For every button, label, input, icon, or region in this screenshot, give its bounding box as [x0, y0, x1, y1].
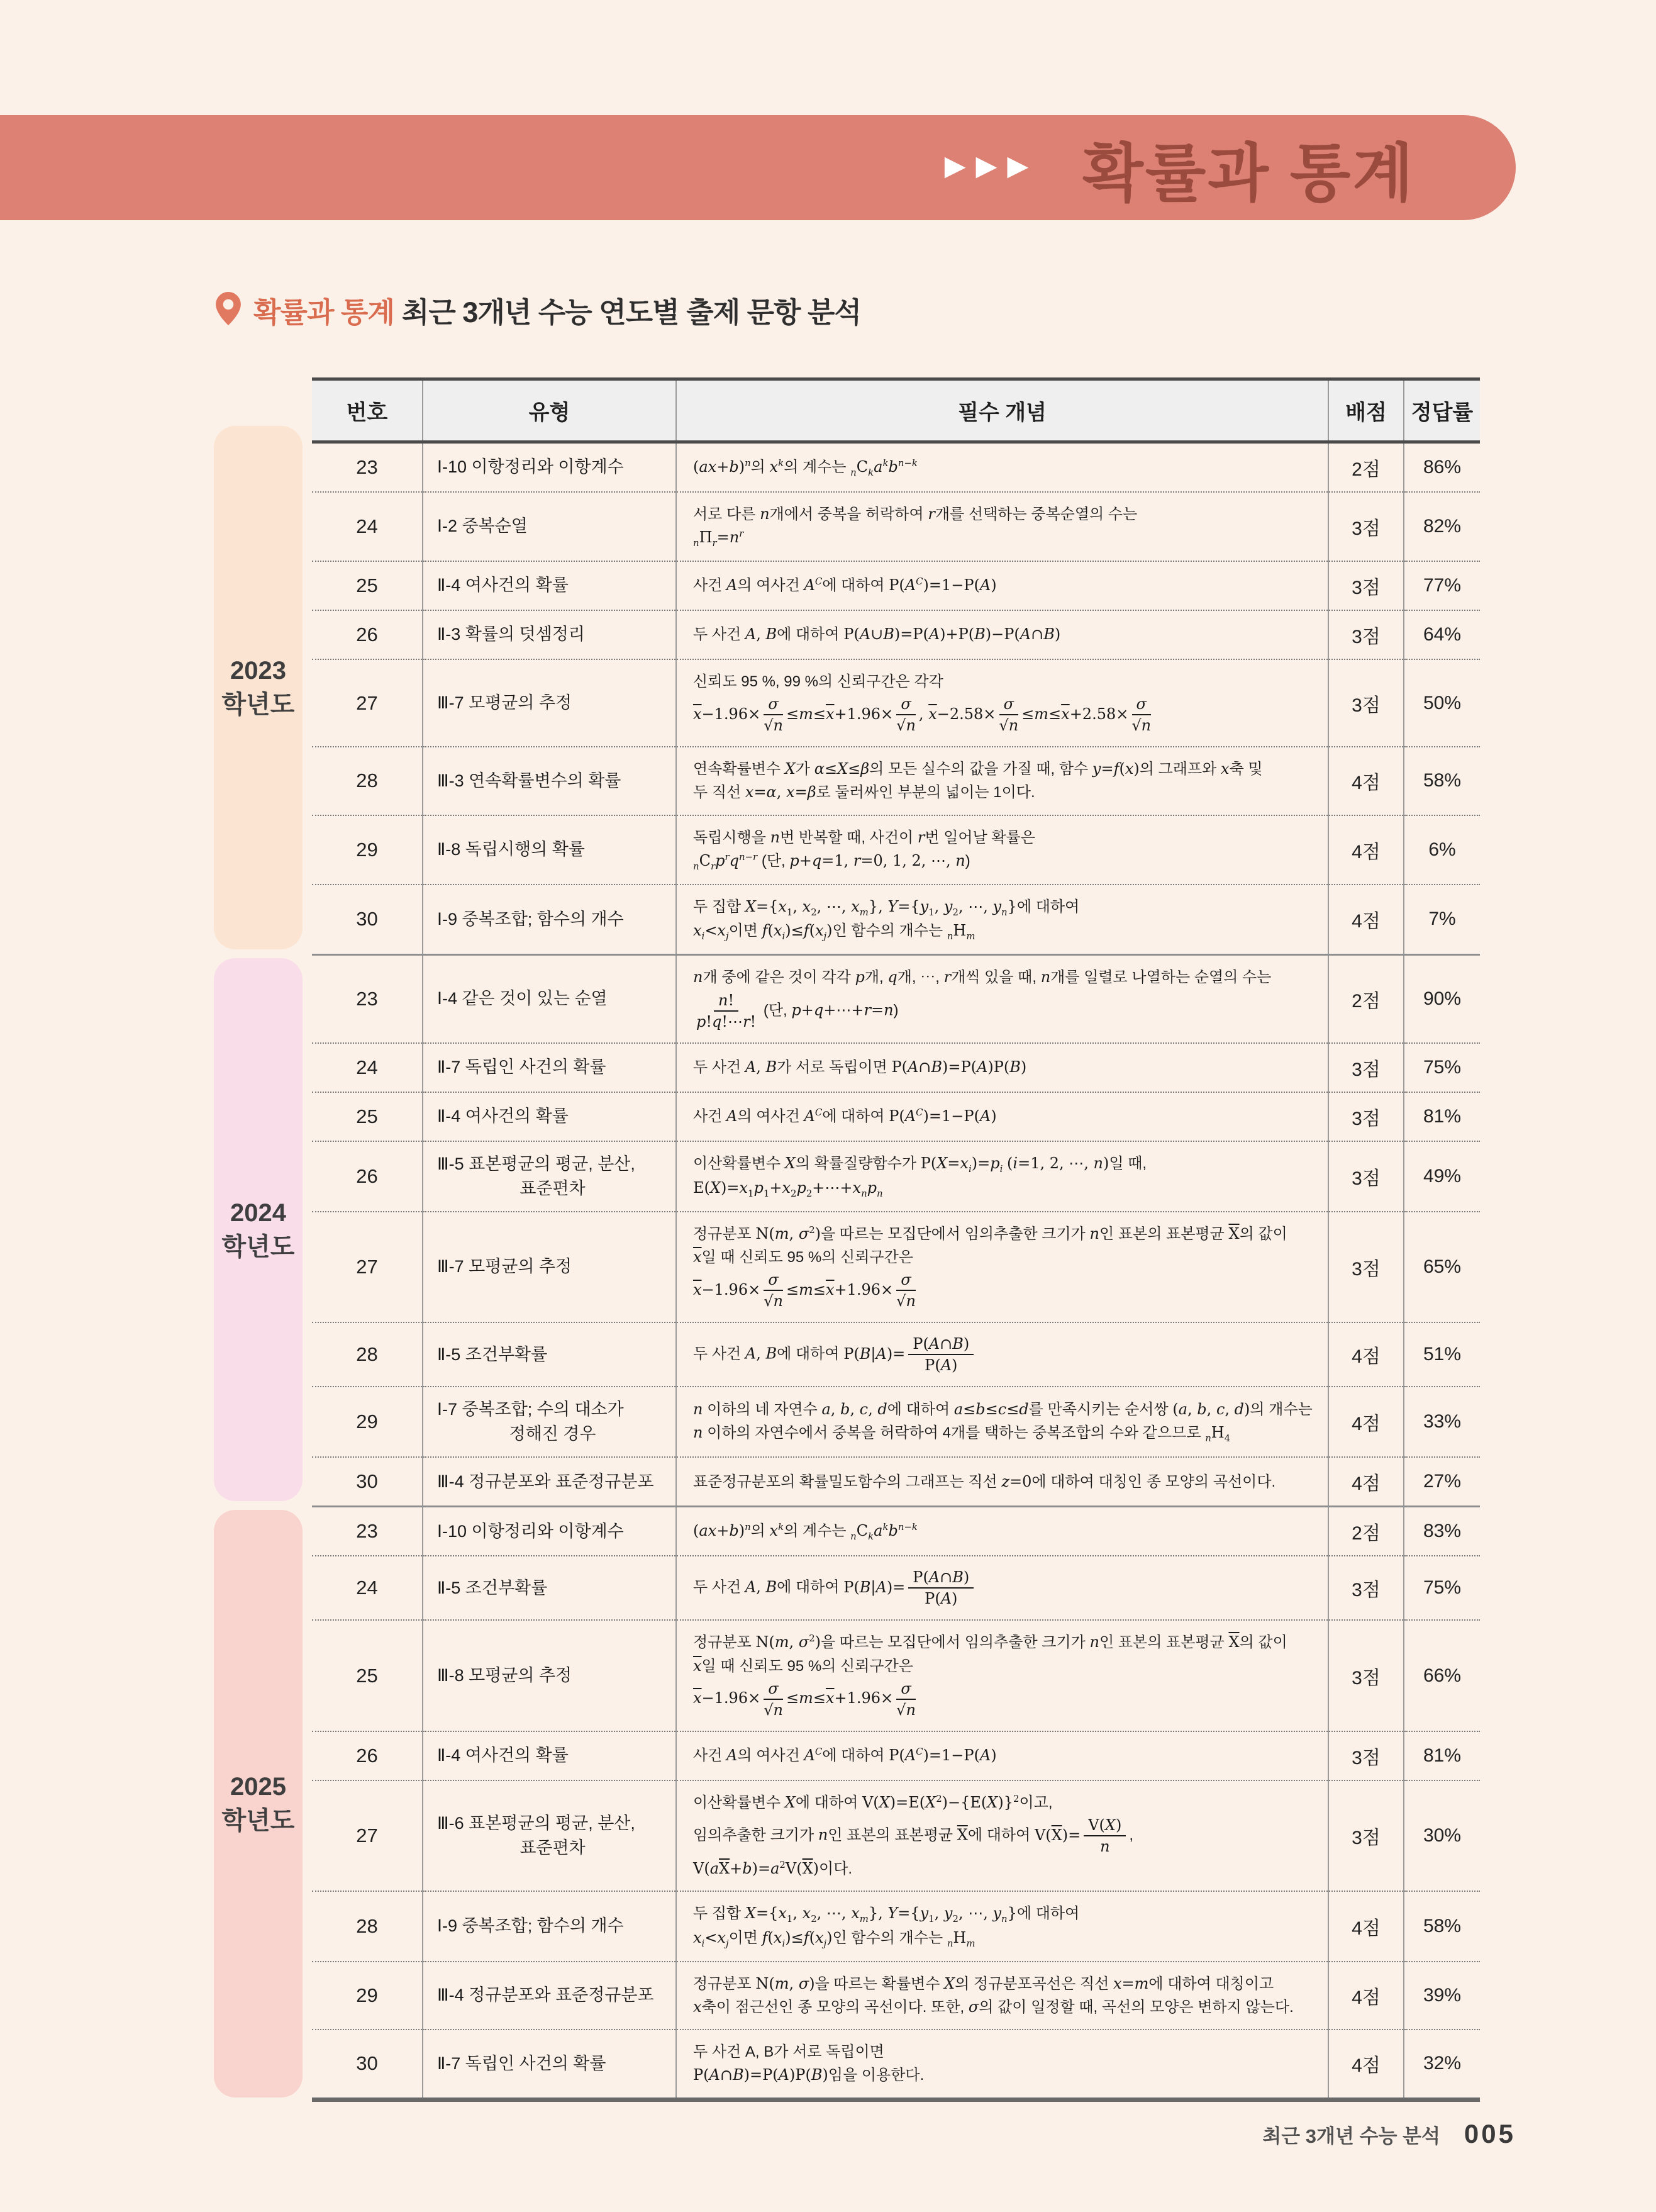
essential-concept: 정규분포 N(m, σ)을 따르는 확률변수 X의 정규분포곡선은 직선 x=m에 대하여 대칭이고 x축이 점근선인 종 모양의 곡선이다. 또한, σ의 값이 일정할 때, 곡선의 모양은 변하지 않는다. — [676, 1962, 1328, 2030]
table-row — [312, 1962, 1480, 2030]
correct-rate: 33% — [1404, 1387, 1480, 1457]
section-heading — [216, 289, 861, 330]
correct-rate: 66% — [1404, 1620, 1480, 1731]
table-row — [312, 1891, 1480, 1962]
essential-concept: 신뢰도 95 %, 99 %의 신뢰구간은 각각 $\overline{x}-1.96\times$ $\frac{\sigma}{√n}$ $\le m\le\overline{x}+1.96\times$ $\frac{\sigma}{√n}$ , $\overline{x}-2.58\times$ $\frac{\sigma}{√n}$ $\le m\le\overline{x}+2.58\times$ $\frac{\sigma}{√n}$ — [676, 659, 1328, 747]
points: 4점 — [1328, 747, 1404, 815]
question-number: 29 — [312, 1962, 423, 2030]
col-header-rate: 정답률 — [1404, 379, 1480, 442]
question-number: 26 — [312, 1731, 423, 1780]
correct-rate: 58% — [1404, 1891, 1480, 1962]
table-row — [312, 1507, 1480, 1556]
essential-concept: 두 사건 A, B에 대하여 P(B|A)= $\frac{P(A\cap B)}{P(A)}$ — [676, 1556, 1328, 1620]
question-type: Ⅰ-9 중복조합; 함수의 개수 — [423, 1891, 676, 1962]
points: 3점 — [1328, 610, 1404, 659]
essential-concept: 이산확률변수 X의 확률질량함수가 $P(X=x_i)=p_i$ (i=1, 2, ⋯, n)일 때, $E(X)=x_1p_1+x_2p_2+\cdots+x_np_n$ — [676, 1141, 1328, 1212]
question-type: Ⅱ-8 독립시행의 확률 — [423, 815, 676, 885]
table-row — [312, 561, 1480, 610]
year-label-year: 2023 — [230, 657, 286, 685]
page-number: 005 — [1464, 2119, 1516, 2148]
points: 4점 — [1328, 1962, 1404, 2030]
correct-rate: 64% — [1404, 610, 1480, 659]
points: 2점 — [1328, 955, 1404, 1043]
correct-rate: 7% — [1404, 885, 1480, 954]
correct-rate: 86% — [1404, 444, 1480, 492]
essential-concept: 표준정규분포의 확률밀도함수의 그래프는 직선 z=0에 대하여 대칭인 종 모양의 곡선이다. — [676, 1457, 1328, 1505]
table-row — [312, 1556, 1480, 1620]
table-row — [312, 1043, 1480, 1092]
points: 4점 — [1328, 1891, 1404, 1962]
question-number: 27 — [312, 1780, 423, 1891]
col-header-number: 번호 — [312, 379, 423, 442]
question-type: Ⅲ-7 모평균의 추정 — [423, 1212, 676, 1322]
question-number: 24 — [312, 1556, 423, 1620]
essential-concept: n 이하의 네 자연수 a, b, c, d에 대하여 a≤b≤c≤d를 만족시키는 순서쌍 (a, b, c, d)의 개수는 n 이하의 자연수에서 중복을 허락하여 4개를 택하는 중복조합의 수와 같으므로 $_nH_4$ — [676, 1387, 1328, 1457]
col-header-type: 유형 — [423, 379, 676, 442]
question-number: 27 — [312, 659, 423, 747]
location-pin-icon — [216, 292, 241, 328]
correct-rate: 30% — [1404, 1780, 1480, 1891]
chapter-title: 확률과 통계 — [1082, 138, 1415, 209]
table-row — [312, 1212, 1480, 1322]
question-type: Ⅲ-7 모평균의 추정 — [423, 659, 676, 747]
essential-concept: n개 중에 같은 것이 각각 p개, q개, ⋯, r개씩 있을 때, n개를 일렬로 나열하는 순열의 수는 $\frac{n!}{p!q!\cdots r!}$ (단, p+q+⋯+r=n) — [676, 955, 1328, 1043]
question-number: 28 — [312, 747, 423, 815]
points: 4점 — [1328, 815, 1404, 885]
question-type: Ⅰ-10 이항정리와 이항계수 — [423, 1507, 676, 1556]
points: 3점 — [1328, 1731, 1404, 1780]
correct-rate: 58% — [1404, 747, 1480, 815]
question-type: Ⅲ-5 표본평균의 평균, 분산, 표준편차 — [423, 1141, 676, 1212]
chapter-banner — [0, 115, 1516, 220]
correct-rate: 49% — [1404, 1141, 1480, 1212]
triple-arrow-icon: ▶▶▶ — [944, 150, 1039, 181]
section-title — [253, 289, 861, 330]
correct-rate: 77% — [1404, 561, 1480, 610]
table-row — [312, 2030, 1480, 2099]
correct-rate: 6% — [1404, 815, 1480, 885]
section-title-text: 최근 3개년 수능 연도별 출제 문항 분석 — [401, 296, 861, 328]
correct-rate: 81% — [1404, 1731, 1480, 1780]
section-title-accent: 확률과 통계 — [253, 296, 394, 328]
question-type: Ⅱ-4 여사건의 확률 — [423, 561, 676, 610]
question-number: 24 — [312, 492, 423, 561]
question-number: 28 — [312, 1322, 423, 1387]
correct-rate: 39% — [1404, 1962, 1480, 2030]
table-row — [312, 1457, 1480, 1505]
question-number: 26 — [312, 1141, 423, 1212]
essential-concept: 두 사건 A, B가 서로 독립이면 P(A∩B)=P(A)P(B) — [676, 1043, 1328, 1092]
table-row — [312, 492, 1480, 561]
table-header — [312, 377, 1480, 444]
correct-rate: 27% — [1404, 1457, 1480, 1505]
points: 3점 — [1328, 1141, 1404, 1212]
question-type: Ⅱ-5 조건부확률 — [423, 1322, 676, 1387]
table-row — [312, 1322, 1480, 1387]
points: 3점 — [1328, 1212, 1404, 1322]
correct-rate: 65% — [1404, 1212, 1480, 1322]
essential-concept: 사건 A의 여사건 $A^C$에 대하여 $P(A^C)=1-P(A)$ — [676, 1092, 1328, 1141]
table-row — [312, 747, 1480, 815]
question-number: 25 — [312, 1092, 423, 1141]
essential-concept: $(ax+b)^n$의 $x^k$의 계수는 $_nC_ka^kb^{n-k}$ — [676, 444, 1328, 492]
analysis-table — [214, 377, 1480, 2102]
question-number: 26 — [312, 610, 423, 659]
essential-concept: 두 사건 A, B에 대하여 P(B|A)= $\frac{P(A\cap B)}{P(A)}$ — [676, 1322, 1328, 1387]
points: 3점 — [1328, 1556, 1404, 1620]
points: 3점 — [1328, 1092, 1404, 1141]
question-type: Ⅰ-2 중복순열 — [423, 492, 676, 561]
essential-concept: 이산확률변수 X에 대하여 $V(X)=E(X^2)-\{E(X)\}^2$이고, 임의추출한 크기가 n인 표본의 표본평균 $\overline{X}$에 대하여 $V(\overline{X})=$ $\frac{V(X)}{n}$ , $V(a\overline{X}+b)=a^2V(\overline{X})$이다. — [676, 1780, 1328, 1891]
essential-concept: 두 집합 $X=\{x_1$, $x_2$, ⋯, $x_m$}, $Y=\{y_1$, $y_2$, ⋯, $y_n$}에 대하여 $x_i<x_j$이면 $f(x_i)\le f(x_j)$인 함수의 개수는 $_nH_m$ — [676, 1891, 1328, 1962]
points: 2점 — [1328, 1507, 1404, 1556]
table-row — [312, 885, 1480, 954]
correct-rate: 32% — [1404, 2030, 1480, 2099]
footer-label: 최근 3개년 수능 분석 — [1262, 2125, 1440, 2147]
table-row — [312, 815, 1480, 885]
year-label — [214, 426, 303, 949]
question-number: 24 — [312, 1043, 423, 1092]
essential-concept: 두 사건 A, B가 서로 독립이면 P(A∩B)=P(A)P(B)임을 이용한다. — [676, 2030, 1328, 2099]
table-row — [312, 1620, 1480, 1731]
question-type: Ⅰ-9 중복조합; 함수의 개수 — [423, 885, 676, 954]
question-type: Ⅱ-4 여사건의 확률 — [423, 1092, 676, 1141]
question-number: 23 — [356, 456, 378, 478]
table-row — [312, 1141, 1480, 1212]
question-type: Ⅲ-4 정규분포와 표준정규분포 — [423, 1962, 676, 2030]
points: 4점 — [1328, 1457, 1404, 1505]
year-label-suffix: 학년도 — [221, 691, 295, 719]
essential-concept: 정규분포 N(m, $\sigma^2$)을 따르는 모집단에서 임의추출한 크기가 n인 표본의 표본평균 $\overline{X}$의 값이 $\overline{x}$일 때 신뢰도 95 %의 신뢰구간은 $\overline{x}-1.96\times$ $\frac{\sigma}{√n}$ $\le m\le\overline{x}+1.96\times$ $\frac{\sigma}{√n}$ — [676, 1620, 1328, 1731]
question-number: 28 — [312, 1891, 423, 1962]
question-type: Ⅱ-4 여사건의 확률 — [423, 1731, 676, 1780]
question-type: Ⅱ-7 독립인 사건의 확률 — [423, 1043, 676, 1092]
year-label-year: 2025 — [230, 1773, 286, 1801]
correct-rate: 75% — [1404, 1043, 1480, 1092]
correct-rate: 83% — [1404, 1507, 1480, 1556]
table-row — [312, 659, 1480, 747]
question-type: Ⅱ-5 조건부확률 — [423, 1556, 676, 1620]
question-number: 23 — [356, 987, 378, 1010]
question-type: Ⅲ-4 정규분포와 표준정규분포 — [423, 1457, 676, 1505]
essential-concept: 사건 A의 여사건 $A^C$에 대하여 $P(A^C)=1-P(A)$ — [676, 561, 1328, 610]
table-row — [312, 1092, 1480, 1141]
question-number: 30 — [312, 1457, 423, 1505]
points: 3점 — [1328, 492, 1404, 561]
correct-rate: 90% — [1404, 955, 1480, 1043]
question-number: 25 — [312, 1620, 423, 1731]
question-type: Ⅰ-4 같은 것이 있는 순열 — [423, 955, 676, 1043]
essential-concept: 서로 다른 n개에서 중복을 허락하여 r개를 선택하는 중복순열의 수는 $_n\Pi_r=n^r$ — [676, 492, 1328, 561]
question-number: 30 — [312, 2030, 423, 2099]
year-label-suffix: 학년도 — [221, 1232, 295, 1261]
essential-concept: 두 사건 A, B에 대하여 P(A∪B)=P(A)+P(B)−P(A∩B) — [676, 610, 1328, 659]
question-type: Ⅲ-3 연속확률변수의 확률 — [423, 747, 676, 815]
year-label — [214, 958, 303, 1501]
question-number: 29 — [312, 815, 423, 885]
points: 3점 — [1328, 1620, 1404, 1731]
correct-rate: 82% — [1404, 492, 1480, 561]
essential-concept: 사건 A의 여사건 $A^C$에 대하여 $P(A^C)=1-P(A)$ — [676, 1731, 1328, 1780]
question-number: 23 — [356, 1520, 378, 1543]
question-type: Ⅱ-7 독립인 사건의 확률 — [423, 2030, 676, 2099]
essential-concept: $(ax+b)^n$의 $x^k$의 계수는 $_nC_ka^kb^{n-k}$ — [676, 1507, 1328, 1556]
table-row — [312, 1387, 1480, 1457]
table-row — [312, 610, 1480, 659]
question-type: Ⅲ-6 표본평균의 평균, 분산, 표준편차 — [423, 1780, 676, 1891]
table-row — [312, 444, 1480, 492]
points: 4점 — [1328, 885, 1404, 954]
question-type: Ⅰ-7 중복조합; 수의 대소가 정해진 경우 — [423, 1387, 676, 1457]
question-type: Ⅲ-8 모평균의 추정 — [423, 1620, 676, 1731]
points: 3점 — [1328, 1780, 1404, 1891]
points: 4점 — [1328, 1322, 1404, 1387]
year-label-year: 2024 — [230, 1198, 286, 1227]
points: 4점 — [1328, 2030, 1404, 2099]
correct-rate: 75% — [1404, 1556, 1480, 1620]
table-row — [312, 1731, 1480, 1780]
points: 3점 — [1328, 659, 1404, 747]
year-label-suffix: 학년도 — [221, 1807, 295, 1835]
correct-rate: 51% — [1404, 1322, 1480, 1387]
essential-concept: 두 집합 $X=\{x_1$, $x_2$, ⋯, $x_m$}, $Y=\{y_1$, $y_2$, ⋯, $y_n$}에 대하여 $x_i<x_j$이면 $f(x_i)\le f(x_j)$인 함수의 개수는 $_nH_m$ — [676, 885, 1328, 954]
question-number: 30 — [312, 885, 423, 954]
points: 3점 — [1328, 561, 1404, 610]
col-header-concept: 필수 개념 — [676, 379, 1328, 442]
col-header-points: 배점 — [1328, 379, 1404, 442]
question-type: Ⅰ-10 이항정리와 이항계수 — [423, 444, 676, 492]
table-row — [312, 955, 1480, 1043]
points: 3점 — [1328, 1043, 1404, 1092]
question-type: Ⅱ-3 확률의 덧셈정리 — [423, 610, 676, 659]
essential-concept: 정규분포 N(m, $\sigma^2$)을 따르는 모집단에서 임의추출한 크기가 n인 표본의 표본평균 $\overline{X}$의 값이 $\overline{x}$일 때 신뢰도 95 %의 신뢰구간은 $\overline{x}-1.96\times$ $\frac{\sigma}{√n}$ $\le m\le\overline{x}+1.96\times$ $\frac{\sigma}{√n}$ — [676, 1212, 1328, 1322]
correct-rate: 81% — [1404, 1092, 1480, 1141]
year-label — [214, 1510, 303, 2097]
essential-concept: 연속확률변수 X가 α≤X≤β의 모든 실수의 값을 가질 때, 함수 y=f(x)의 그래프와 x축 및 두 직선 x=α, x=β로 둘러싸인 부분의 넓이는 1이다. — [676, 747, 1328, 815]
question-number: 29 — [312, 1387, 423, 1457]
points: 2점 — [1328, 444, 1404, 492]
question-number: 27 — [312, 1212, 423, 1322]
question-number: 25 — [312, 561, 423, 610]
table-row — [312, 1780, 1480, 1891]
page-footer — [214, 2119, 1516, 2149]
essential-concept: 독립시행을 n번 반복할 때, 사건이 r번 일어날 확률은 $_nC_rp^rq^{n-r}$ (단, p+q=1, r=0, 1, 2, ⋯, n) — [676, 815, 1328, 885]
correct-rate: 50% — [1404, 659, 1480, 747]
points: 4점 — [1328, 1387, 1404, 1457]
